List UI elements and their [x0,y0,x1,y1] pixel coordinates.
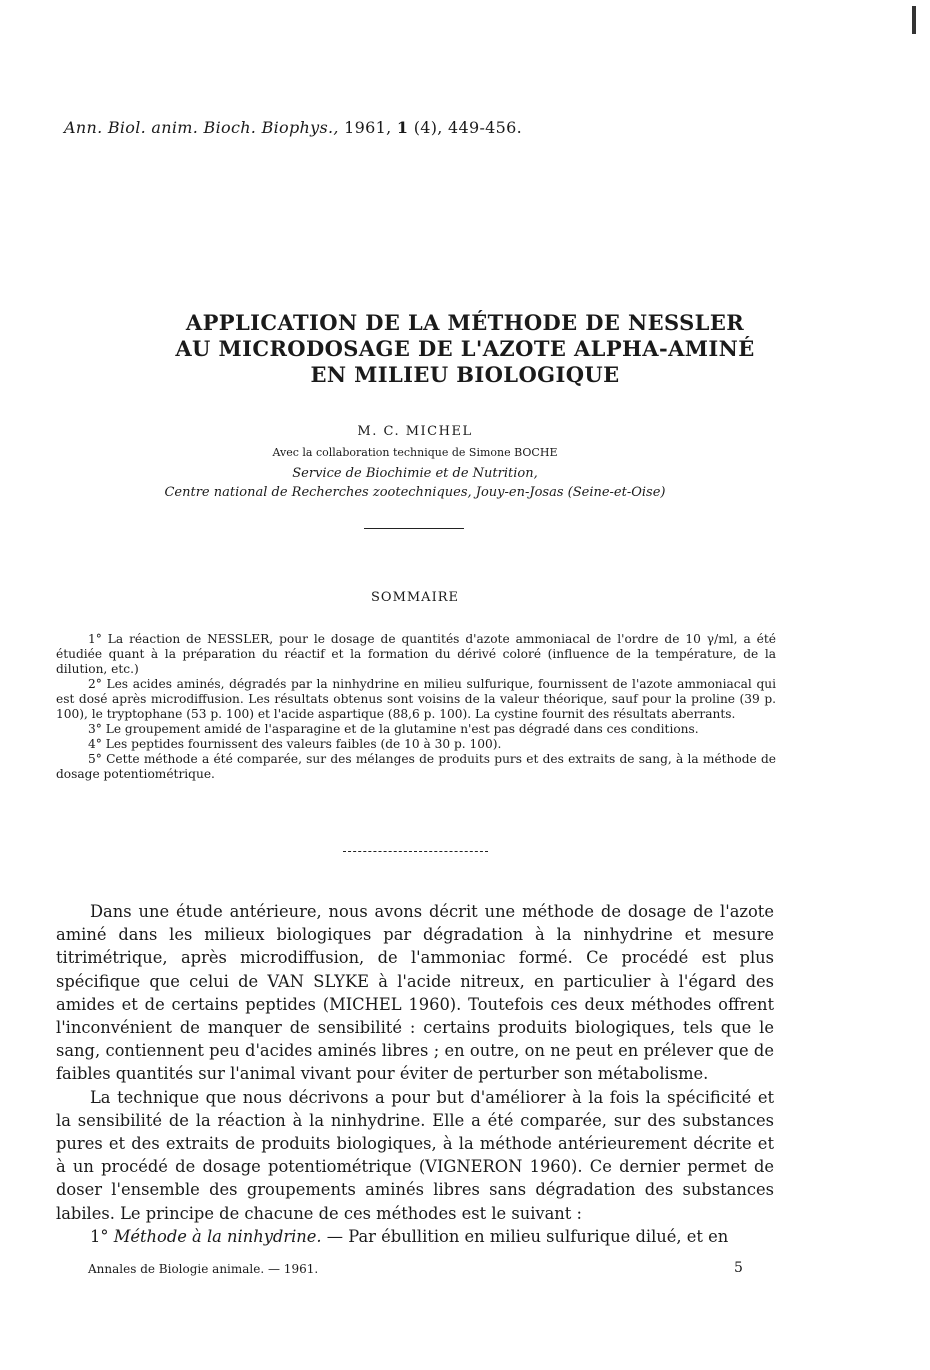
summary-item: 2° Les acides aminés, dégradés par la ninhydrine en milieu sulfurique, fournissent de l'azote ammoniacal qui est dosé après microdiffusion. Les résultats obtenus sont voisins de la valeur théorique, sauf pour la proline (39 p. 100), le tryptophane (53 p. 100) et l'acide aspartique (88,6 p. 100). La cystine fournit des résultats aberrants. [56,677,776,721]
summary-item: 4° Les peptides fournissent des valeurs faibles (de 10 à 30 p. 100). [88,737,502,751]
body-paragraph-2: La technique que nous décrivons a pour but d'améliorer à la fois la spécificité et la sensibilité de la réaction à la ninhydrine. Elle a été comparée, sur des substances pures et des extraits de produits biologiques, à la méthode antérieurement décrite et à un procédé de dosage potentiométrique (VIGNERON 1960). Ce dernier permet de doser l'ensemble des groupements aminés libres sans dégradation des substances labiles. Le principe de chacune de ces méthodes est le suivant : [56,1087,774,1223]
paragraph-text: — Par ébullition en milieu sulfurique dilué, et en [326,1226,729,1246]
citation-issue-pages: (4), 449-456. [413,118,522,137]
scan-edge-mark [912,6,916,34]
footer-journal: Annales de Biologie animale. — 1961. [88,1262,319,1276]
citation-journal: Ann. Biol. anim. Bioch. Biophys., [64,118,339,137]
separator-rule [364,528,464,529]
separator-dashed-rule [343,851,488,852]
summary-heading: SOMMAIRE [371,590,459,605]
summary-block [56,632,776,782]
title-line-1: APPLICATION DE LA MÉTHODE DE NESSLER [185,310,745,335]
journal-citation [64,118,522,137]
citation-year: 1961, [344,118,392,137]
citation-volume: 1 [396,118,409,137]
page-number: 5 [734,1260,743,1276]
affiliation-line-2: Centre national de Recherches zootechniques, Jouy-en-Josas (Seine-et-Oise) [164,485,666,500]
title-line-2: AU MICRODOSAGE DE L'AZOTE ALPHA-AMINÉ [175,336,755,361]
body-paragraph-3 [56,1225,774,1248]
title-line-3: EN MILIEU BIOLOGIQUE [310,362,620,387]
collaboration-note: Avec la collaboration technique de Simone BOCHE [272,446,558,459]
paragraph-number: 1° [90,1226,109,1246]
body-paragraph-1: Dans une étude antérieure, nous avons décrit une méthode de dosage de l'azote aminé dans les milieux biologiques par dégradation à la ninhydrine et mesure titrimétrique, après microdiffusion, de l'ammoniac formé. Ce procédé est plus spécifique que celui de VAN SLYKE à l'acide nitreux, en particulier à l'égard des amides et de certains peptides (MICHEL 1960). Toutefois ces deux méthodes offrent l'inconvénient de manquer de sensibilité : certains produits biologiques, tels que le sang, contiennent peu d'acides aminés libres ; en outre, on ne peut en prélever que de faibles quantités sur l'animal vivant pour éviter de perturber son métabolisme. [56,902,774,1084]
article-title [80,310,850,388]
author-name: M. C. MICHEL [357,424,473,439]
summary-item: 5° Cette méthode a été comparée, sur des mélanges de produits purs et des extraits de sang, à la méthode de dosage potentiométrique. [56,752,776,781]
summary-item: 3° Le groupement amidé de l'asparagine et de la glutamine n'est pas dégradé dans ces conditions. [88,722,699,736]
summary-item: 1° La réaction de NESSLER, pour le dosage de quantités d'azote ammoniacal de l'ordre de 10 γ/ml, a été étudiée quant à la préparation du réactif et la formation du dérivé coloré (influence de la température, de la dilution, etc.) [56,632,776,676]
body-text [56,900,774,1248]
section-heading-ninhydrine: Méthode à la ninhydrine. [113,1226,322,1246]
affiliation-line-1: Service de Biochimie et de Nutrition, [292,466,538,481]
